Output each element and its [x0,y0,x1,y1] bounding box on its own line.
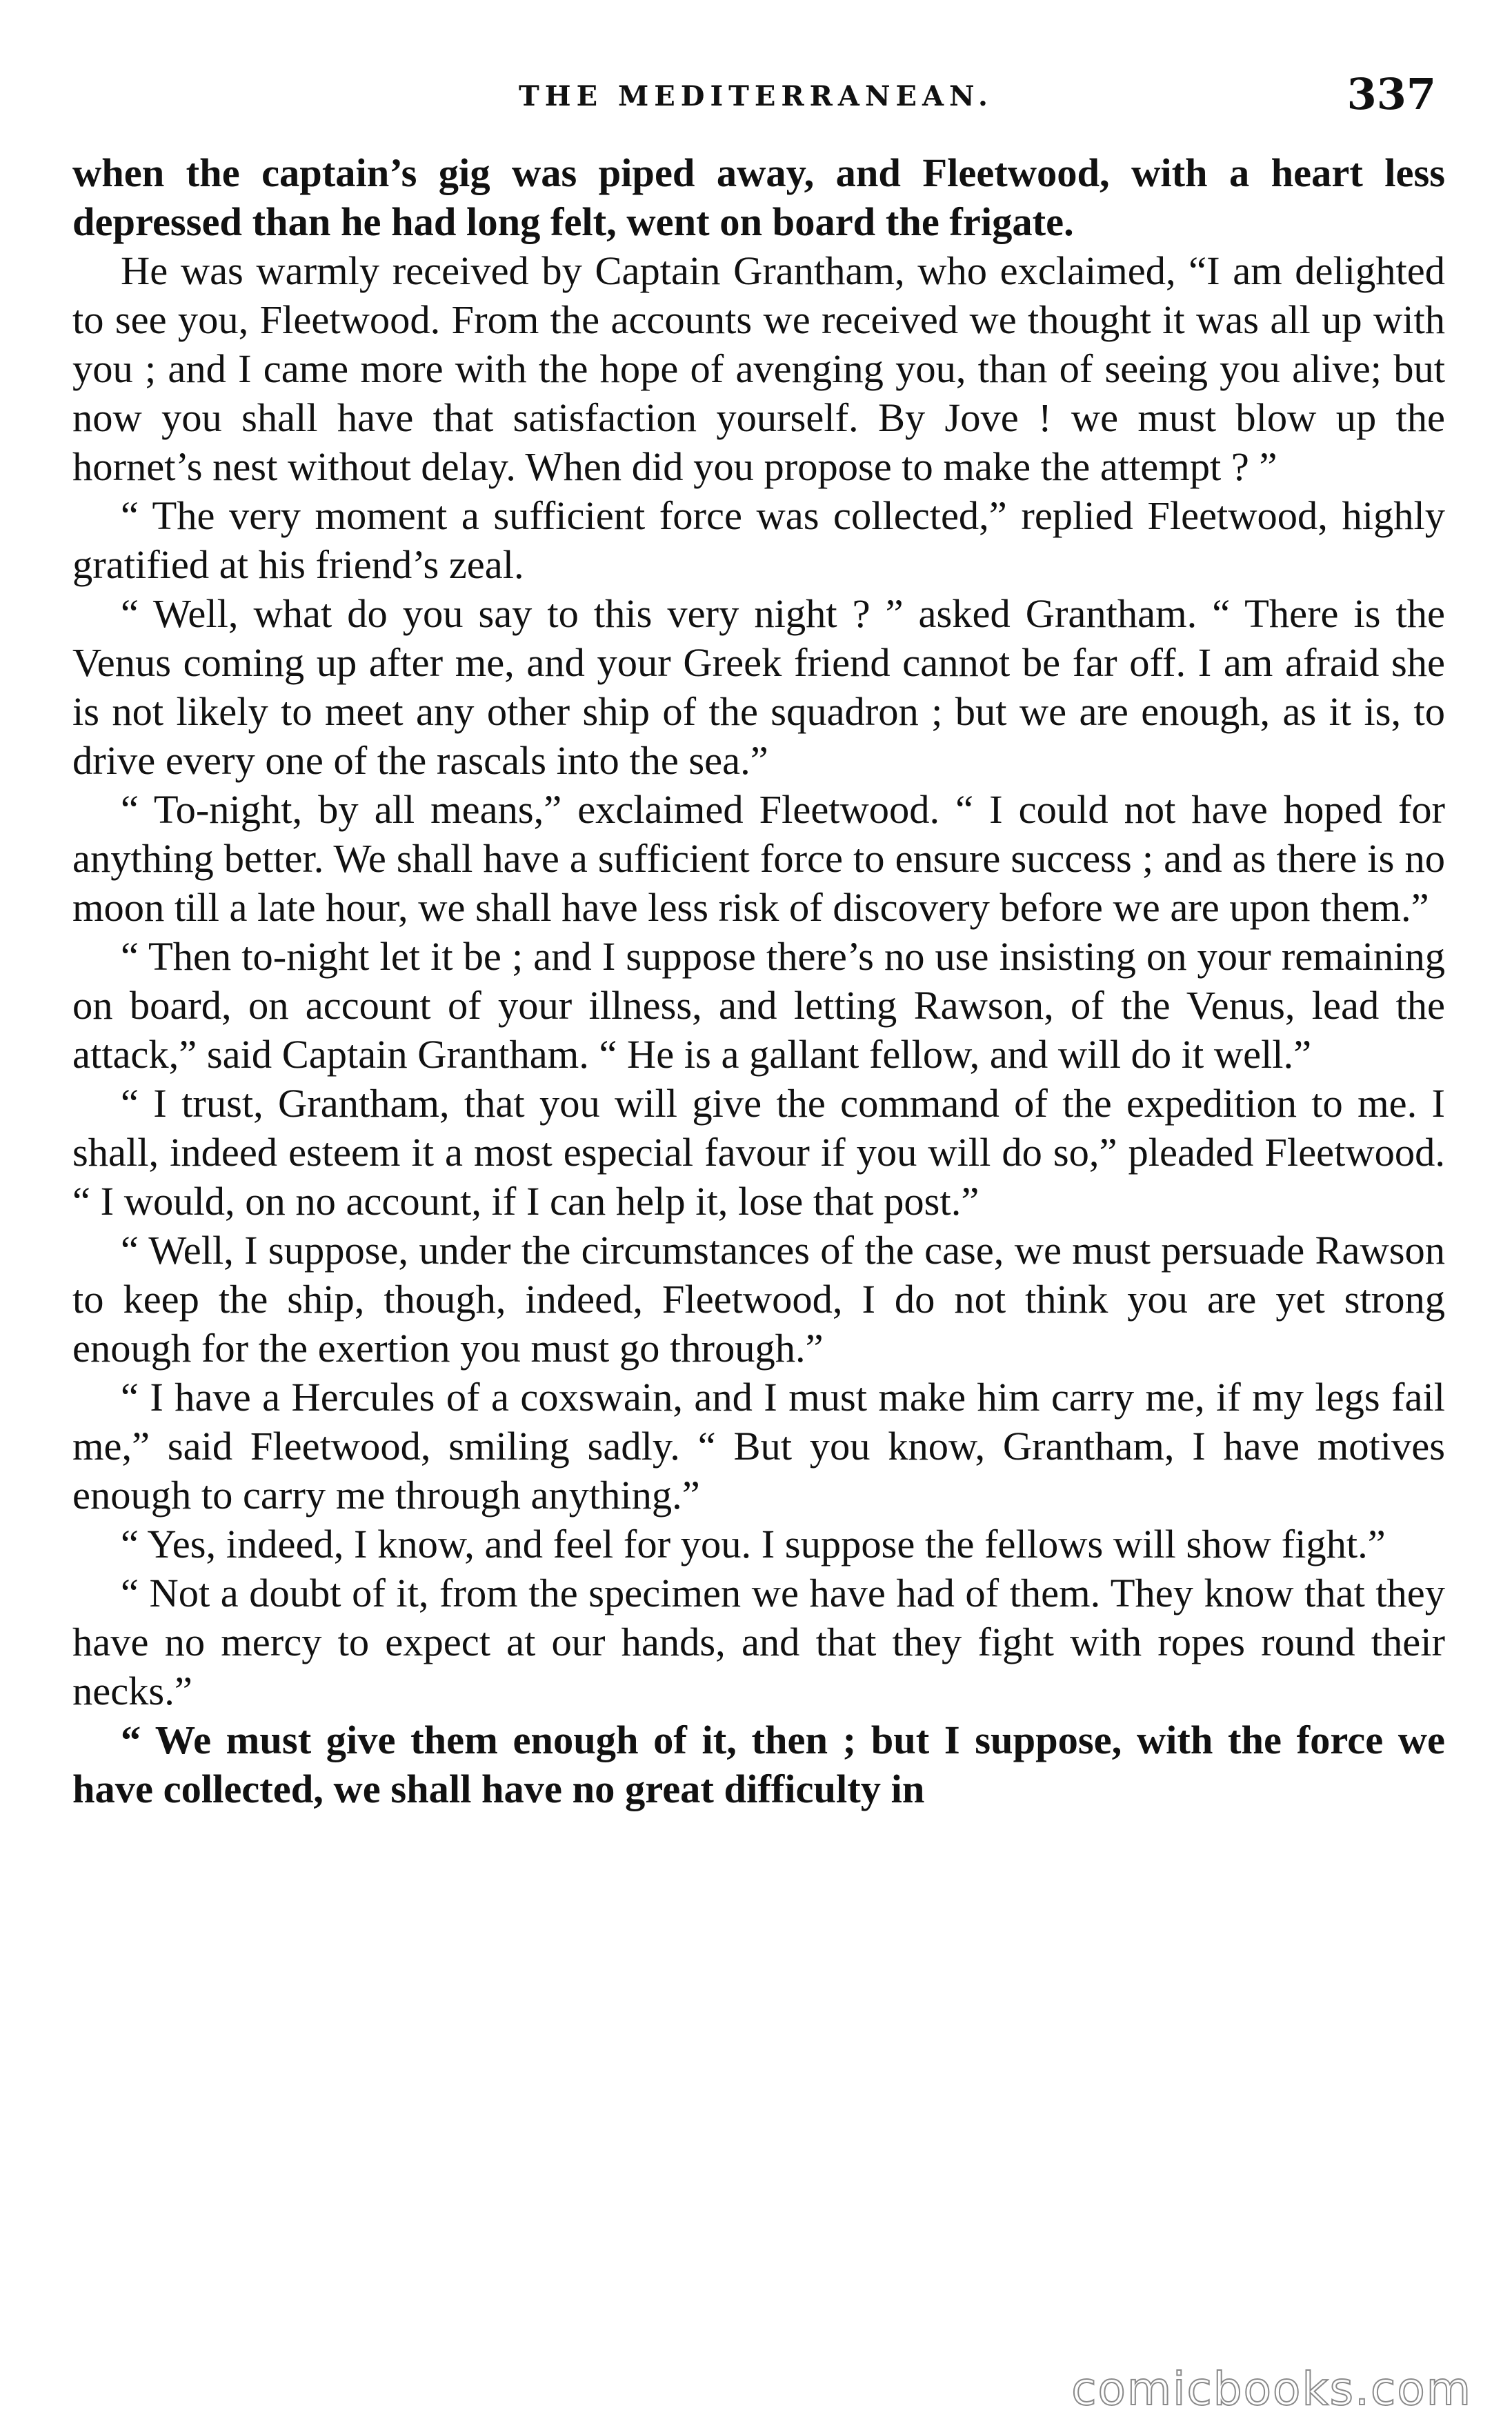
paragraph-3: “ The very moment a sufficient force was collected,” replied Fleetwood, highly gratified at his friend’s zeal. [72,493,1445,587]
page-number: 337 [1346,69,1436,119]
paragraph-9: “ I have a Hercules of a coxswain, and I must make him carry me, if my legs fail me,” said Fleetwood, smiling sadly. “ But you know, Grantham, I have motives enough to carry me through anything.” [72,1375,1445,1518]
paragraph-4: “ Well, what do you say to this very night ? ” asked Grantham. “ There is the Venus coming up after me, and your Greek friend cannot be far off. I am afraid she is not likely to meet any other ship of the squadron ; but we are enough, as it is, to drive every one of the rascals into the sea.” [72,591,1445,783]
paragraph-7: “ I trust, Grantham, that you will give the command of the expedition to me. I shall, indeed esteem it a most especial favour if you will do so,” pleaded Fleetwood. “ I would, on no account, if I can help it, lose that post.” [72,1081,1445,1224]
paragraph-6: “ Then to-night let it be ; and I suppose there’s no use insisting on your remaining on board, on account of your illness, and letting Rawson, of the Venus, lead the attack,” said Captain Grantham. “ He is a gallant fellow, and will do it well.” [72,934,1445,1077]
paragraph-2: He was warmly received by Captain Grantham, who exclaimed, “I am delighted to see you, Fleetwood. From the accounts we received we thought it was all up with you ; and I came more with the hope of avenging you, than of seeing you alive; but now you shall have that satisfaction yourself. By Jove ! we must blow up the hornet’s nest without delay. When did you propose to make the attempt ? ” [72,248,1445,489]
body-text [72,148,1445,1813]
watermark: comicbooks.com [1071,2362,1472,2416]
paragraph-11: “ Not a doubt of it, from the specimen we have had of them. They know that they have no mercy to expect at our hands, and that they fight with ropes round their necks.” [72,1571,1445,1713]
paragraph-10: “ Yes, indeed, I know, and feel for you. I suppose the fellows will show fight.” [121,1522,1386,1566]
paragraph-1: when the captain’s gig was piped away, and Fleetwood, with a heart less depressed than he had long felt, went on board the frigate. [72,150,1445,244]
paragraph-12: “ We must give them enough of it, then ; but I suppose, with the force we have collected, we shall have no great difficulty in [72,1718,1445,1811]
paragraph-8: “ Well, I suppose, under the circumstances of the case, we must persuade Rawson to keep the ship, though, indeed, Fleetwood, I do not think you are yet strong enough for the exertion you must go through.” [72,1228,1445,1371]
running-title: THE MEDITERRANEAN. [519,80,993,112]
running-head [76,69,1436,131]
paragraph-5: “ To-night, by all means,” exclaimed Fleetwood. “ I could not have hoped for anything better. We shall have a sufficient force to ensure success ; and as there is no moon till a late hour, we shall have less risk of discovery before we are upon them.” [72,787,1445,930]
